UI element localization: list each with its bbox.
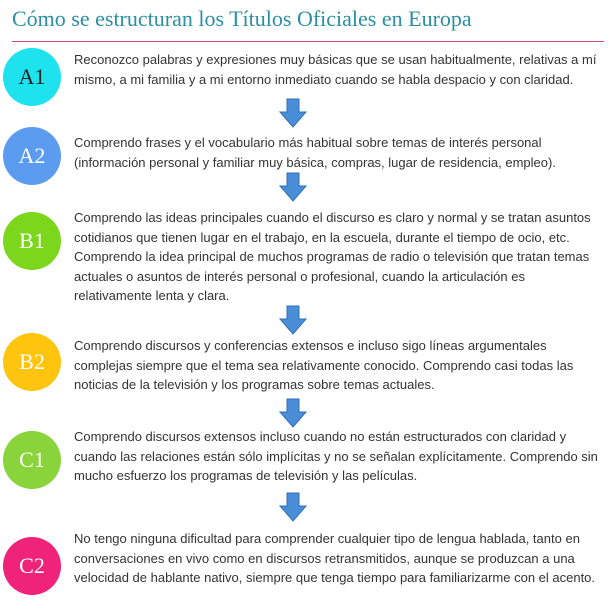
level-description-a1: Reconozco palabras y expresiones muy básicas que se usan habitualmente, relativas a mí mismo, a mi familia y a mi entorno inmediato cuando se habla despacio y con claridad. [74, 52, 597, 87]
level-description-b2: Comprendo discursos y conferencias extensos e incluso sigo líneas argumentales complejas siempre que el tema sea relativamente conocido. Comprendo casi todas las noticias de la televisión y los programas sobre temas actuales. [74, 338, 574, 392]
level-description-c1: Comprendo discursos extensos incluso cuando no están estructurados con claridad y cuando las relaciones están sólo implícitas y no se señalan explícitamente. Comprendo sin mucho esfuerzo los programas de televisión y las películas. [74, 429, 598, 483]
level-description-c2: No tengo ninguna dificultad para comprender cualquier tipo de lengua hablada, tanto en conversaciones en vivo como en discursos retransmitidos, aunque se produzcan a una velocidad de hablante nativo, siempre que tenga tiempo para familiarizarme con el acento. [74, 531, 596, 585]
down-arrow-icon [278, 172, 308, 202]
down-arrow-icon [278, 98, 308, 128]
page-title: Cómo se estructuran los Títulos Oficiales en Europa [12, 6, 472, 31]
down-arrow-icon [278, 398, 308, 428]
level-badge-b1: B1 [3, 212, 61, 270]
level-badge-a2: A2 [3, 127, 61, 185]
title-divider [12, 41, 604, 42]
down-arrow-icon [278, 305, 308, 335]
level-badge-a1: A1 [3, 48, 61, 106]
level-badge-c2: C2 [3, 537, 61, 595]
level-description-b1: Comprendo las ideas principales cuando el discurso es claro y normal y se tratan asuntos cotidianos que tienen lugar en el trabajo, en la escuela, durante el tiempo de ocio, etc. Comprendo la idea principal de muchos programas de radio o televisión que tratan temas actuales o asuntos de interés personal o profesional, cuando la articulación es relativamente lenta y clara. [74, 210, 591, 303]
level-badge-c1: C1 [3, 431, 61, 489]
level-badge-b2: B2 [3, 333, 61, 391]
level-description-a2: Comprendo frases y el vocabulario más habitual sobre temas de interés personal (información personal y familiar muy básica, compras, lugar de residencia, empleo). [74, 135, 556, 170]
down-arrow-icon [278, 492, 308, 522]
